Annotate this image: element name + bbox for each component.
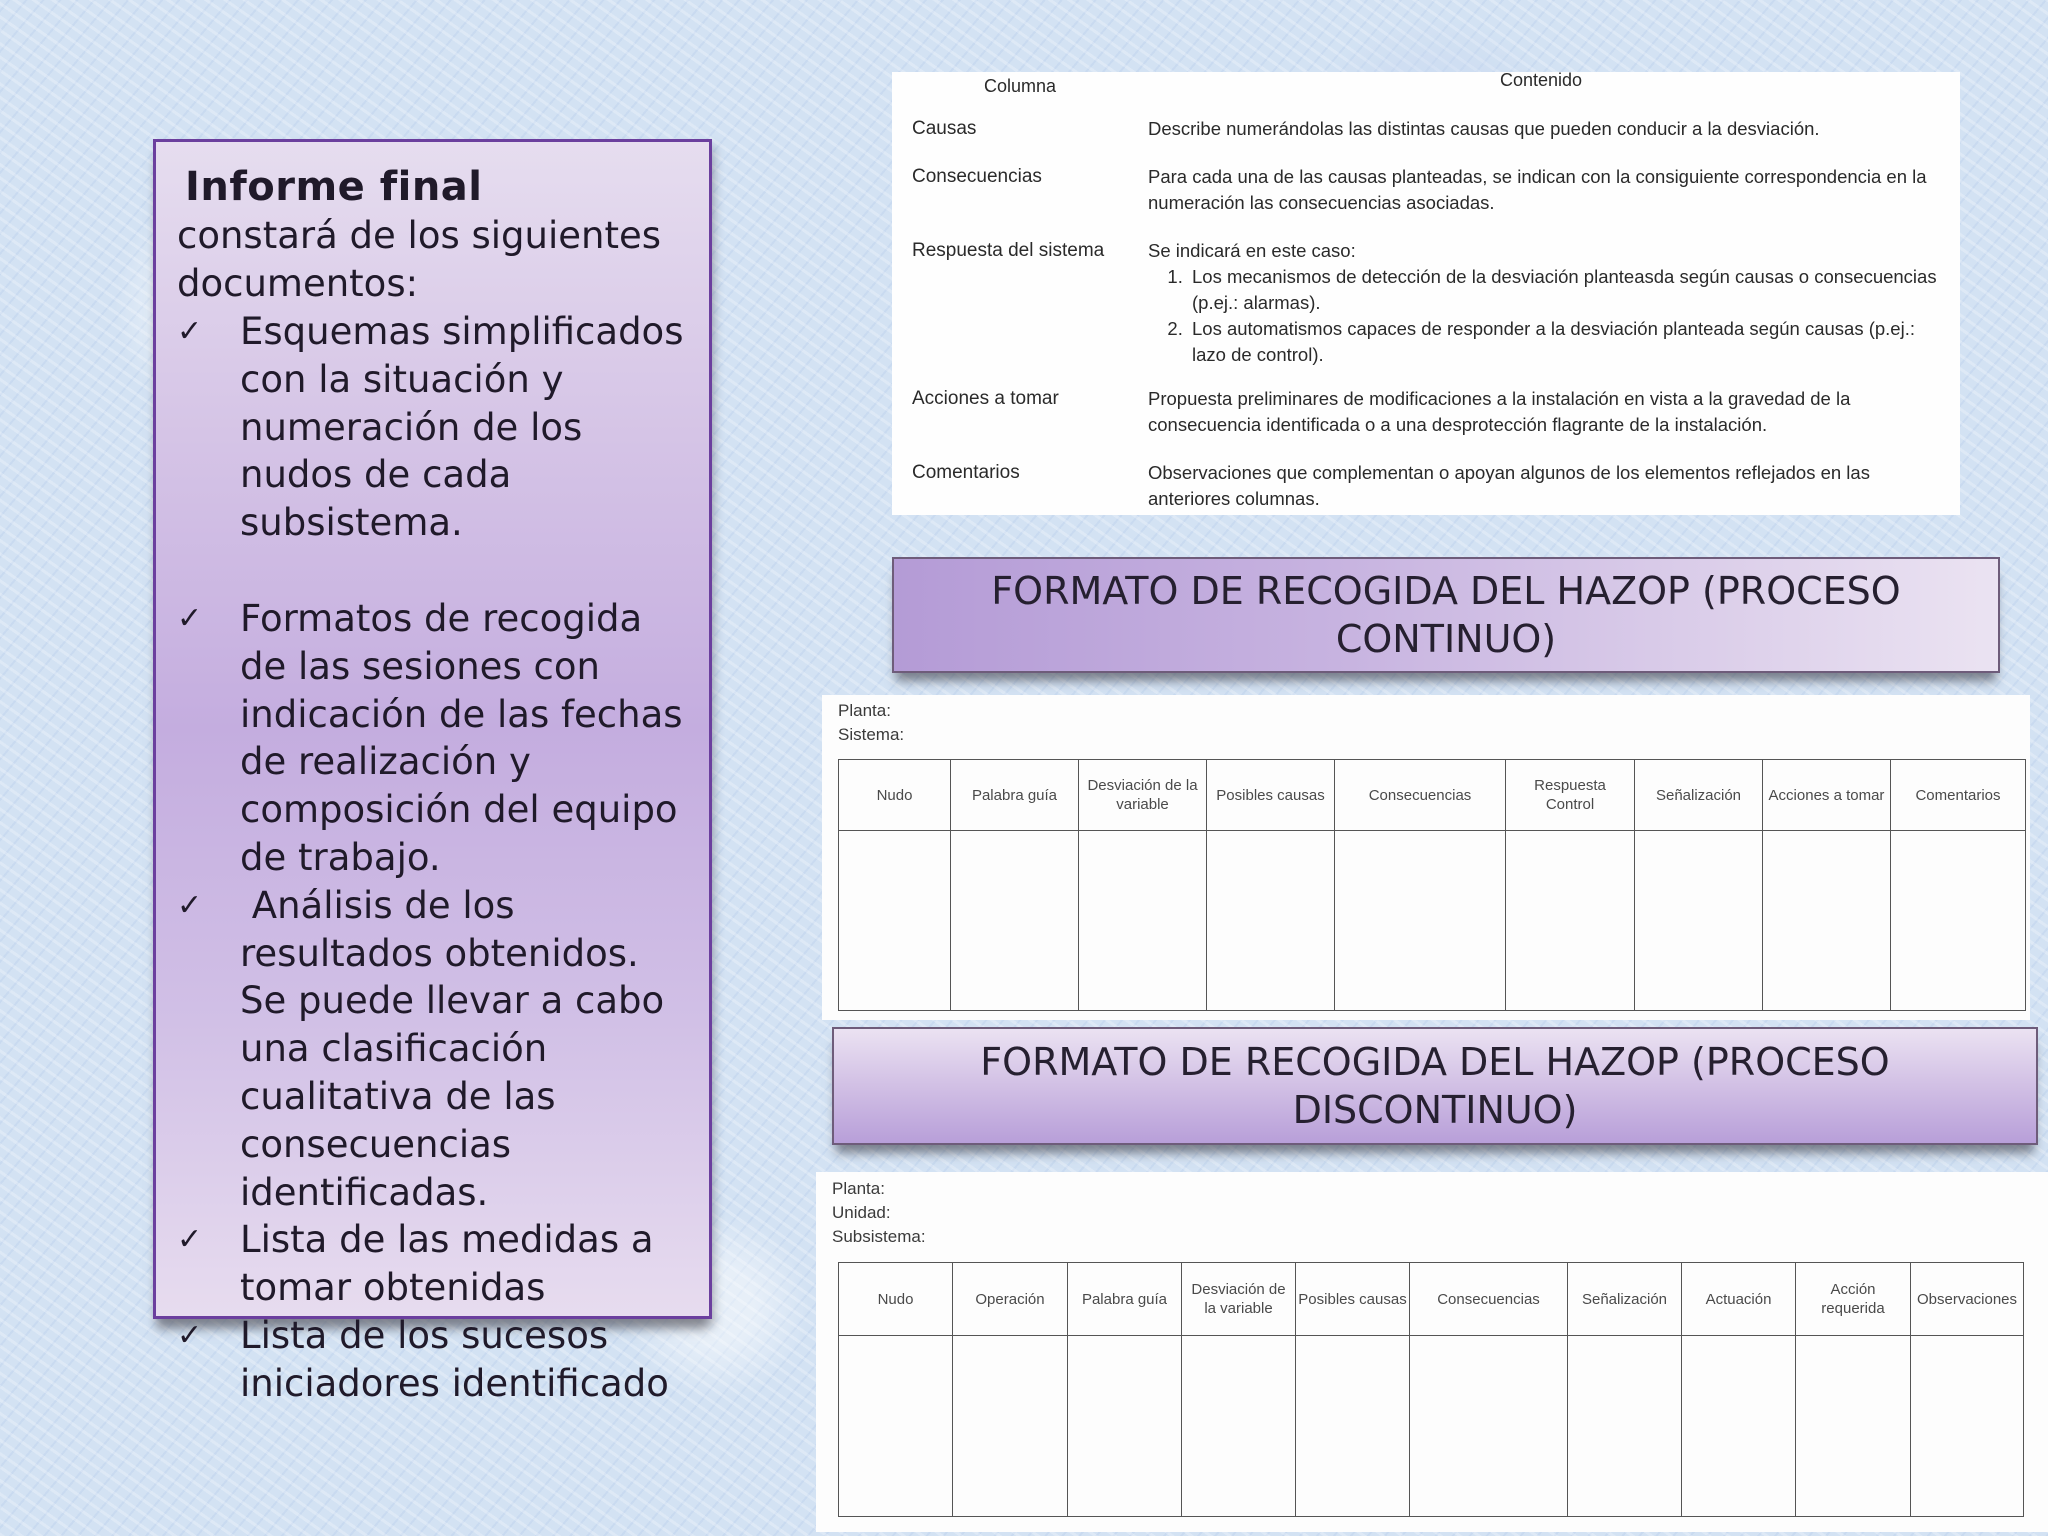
table-cell — [1296, 1336, 1410, 1517]
table-cell — [1506, 831, 1635, 1011]
table-cell — [1410, 1336, 1568, 1517]
table-cell — [1682, 1336, 1796, 1517]
table-cell — [953, 1336, 1068, 1517]
header-contenido: Contenido — [1500, 70, 1583, 90]
hazop-table-discontinuous — [838, 1262, 2024, 1517]
definition-name: Respuesta del sistema — [912, 240, 1105, 261]
definition-name: Comentarios — [912, 462, 1020, 483]
definition-row-comentarios — [912, 460, 1952, 512]
checkmark-icon: ✓ — [177, 600, 203, 636]
column-header: Desviación de la variable — [1182, 1263, 1296, 1336]
column-header: Acción requerida — [1796, 1263, 1911, 1336]
column-header: Operación — [953, 1263, 1068, 1336]
meta-sistema: Sistema: — [838, 725, 905, 744]
column-header: Consecuencias — [1335, 760, 1506, 831]
checkmark-icon: ✓ — [177, 314, 203, 349]
bullet-item — [177, 882, 695, 1217]
column-header: Palabra guía — [951, 760, 1079, 831]
panel-title: Informe final — [185, 164, 483, 210]
table-cell — [839, 1336, 953, 1517]
bullet-item — [177, 1312, 695, 1408]
column-header: Señalización — [1635, 760, 1763, 831]
bullet-text: Análisis de los resultados obtenidos. Se puede llevar a cabo una clasificación cualitativa de las consecuencias identificadas. — [240, 883, 676, 1214]
meta-planta: Planta: — [832, 1179, 885, 1198]
meta-planta: Planta: — [838, 701, 891, 720]
bullet-item — [177, 1216, 695, 1312]
table-cell — [1891, 831, 2026, 1011]
column-header: Posibles causas — [1207, 760, 1335, 831]
definition-row-respuesta — [912, 238, 1952, 368]
bullet-text: Lista de las medidas a tomar obtenidas — [240, 1218, 666, 1310]
column-header: Nudo — [839, 1263, 953, 1336]
table-header-row — [839, 1263, 2024, 1336]
form-meta — [832, 1177, 926, 1249]
definition-description: Describe numerándolas las distintas causas que pueden conducir a la desviación. — [1148, 118, 1820, 139]
definition-intro: Se indicará en este caso: — [1148, 240, 1356, 261]
header-columna: Columna — [984, 76, 1057, 96]
table-cell — [1182, 1336, 1296, 1517]
bullet-text: Lista de los sucesos iniciadores identificado — [240, 1313, 669, 1405]
table-cell — [1079, 831, 1207, 1011]
table-cell — [1568, 1336, 1682, 1517]
checkmark-icon: ✓ — [177, 1222, 203, 1258]
definition-row-consecuencias — [912, 164, 1952, 216]
banner-title: FORMATO DE RECOGIDA DEL HAZOP (PROCESO DISCONTINUO) — [980, 1040, 1890, 1132]
hazop-table-continuous — [838, 759, 2026, 1011]
definition-sublist — [1148, 264, 1952, 368]
column-header: Respuesta Control — [1506, 760, 1635, 831]
form-meta — [838, 699, 904, 747]
definition-description — [1148, 238, 1952, 368]
bullet-item — [177, 595, 695, 882]
definition-row-causas — [912, 116, 1952, 142]
hazop-form-continuous — [822, 695, 2030, 1020]
checkmark-icon: ✓ — [177, 1317, 203, 1353]
table-cell — [951, 831, 1079, 1011]
bullet-text: Esquemas simplificados con la situación y numeración de los nudos de cada subsistema. — [240, 310, 696, 545]
column-definition-table — [892, 72, 1960, 515]
definition-description: Propuesta preliminares de modificaciones a la instalación en vista a la gravedad de la consecuencia identificada o a una desprotección flagrante de la instalación. — [1148, 388, 1851, 435]
definition-name: Acciones a tomar — [912, 388, 1059, 409]
column-header: Señalización — [1568, 1263, 1682, 1336]
hazop-form-discontinuous — [816, 1172, 2048, 1532]
definition-row-acciones — [912, 386, 1952, 438]
definition-name: Consecuencias — [912, 166, 1042, 187]
table-cell — [1635, 831, 1763, 1011]
bullet-text: Formatos de recogida de las sesiones con indicación de las fechas de realización y composición del equipo de trabajo. — [240, 596, 695, 879]
column-header: Palabra guía — [1068, 1263, 1182, 1336]
table-cell — [1763, 831, 1891, 1011]
table-cell — [1911, 1336, 2024, 1517]
definition-description: Para cada una de las causas planteadas, se indican con la consiguiente correspondencia en la numeración las consecuencias asociadas. — [1148, 166, 1927, 213]
table-row — [839, 1336, 2024, 1517]
bullet-list — [177, 308, 695, 1408]
table-cell — [1207, 831, 1335, 1011]
table-cell — [1796, 1336, 1911, 1517]
banner-proceso-continuo — [892, 557, 2000, 673]
column-header: Posibles causas — [1296, 1263, 1410, 1336]
table-header-row — [839, 760, 2026, 831]
column-header: Consecuencias — [1410, 1263, 1568, 1336]
banner-proceso-discontinuo — [832, 1027, 2038, 1145]
column-header: Desviación de la variable — [1079, 760, 1207, 831]
table-cell — [839, 831, 951, 1011]
definition-subitem: 1. Los mecanismos de detección de la desviación planteasda según causas o consecuencias (p.ej.: alarmas). — [1188, 264, 1952, 316]
panel-intro: constará de los siguientes documentos: — [177, 214, 662, 305]
column-header: Observaciones — [1911, 1263, 2024, 1336]
table-row — [839, 831, 2026, 1011]
definition-subitem: 2. Los automatismos capaces de responder a la desviación planteada según causas (p.ej.: lazo de control). — [1188, 316, 1952, 368]
meta-unidad: Unidad: — [832, 1203, 891, 1222]
checkmark-icon: ✓ — [177, 887, 203, 923]
column-header: Nudo — [839, 760, 951, 831]
definition-name: Causas — [912, 118, 977, 139]
column-header: Actuación — [1682, 1263, 1796, 1336]
definition-description: Observaciones que complementan o apoyan algunos de los elementos reflejados en las anteriores columnas. — [1148, 462, 1870, 509]
column-header: Comentarios — [1891, 760, 2026, 831]
table-cell — [1335, 831, 1506, 1011]
bullet-item — [177, 308, 695, 547]
informe-final-panel — [153, 139, 712, 1405]
meta-subsistema: Subsistema: — [832, 1227, 926, 1246]
table-cell — [1068, 1336, 1182, 1517]
column-header: Acciones a tomar — [1763, 760, 1891, 831]
banner-title: FORMATO DE RECOGIDA DEL HAZOP (PROCESO CONTINUO) — [991, 569, 1901, 661]
